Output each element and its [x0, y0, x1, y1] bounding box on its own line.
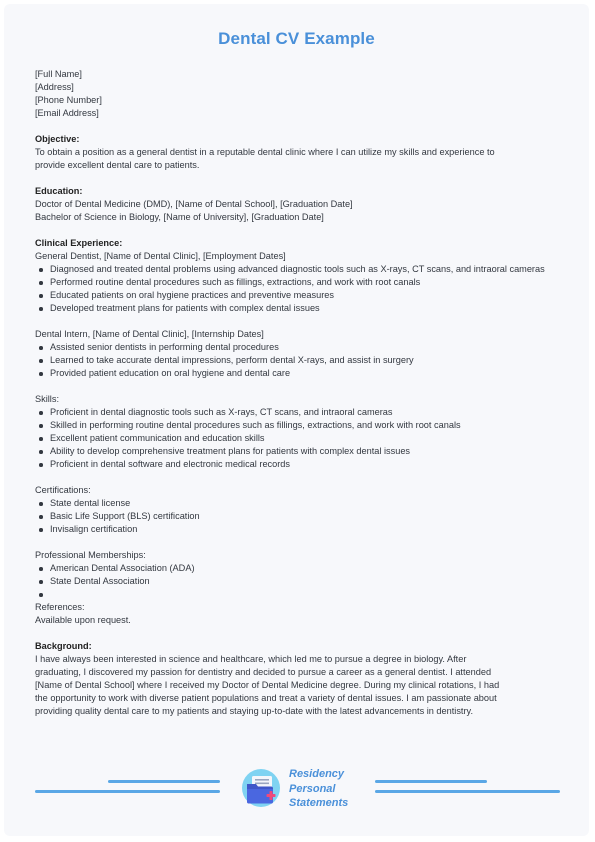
objective-line: To obtain a position as a general dentist in a reputable dental clinic where I can utilize my skills and experience to [35, 147, 495, 157]
clinical-heading: Clinical Experience: [35, 238, 123, 248]
list-item: State Dental Association [50, 575, 555, 588]
skills-bullets [35, 406, 555, 471]
list-item: Diagnosed and treated dental problems using advanced diagnostic tools such as X-rays, CT scans, and intraoral cameras [50, 263, 555, 276]
list-item: Assisted senior dentists in performing dental procedures [50, 341, 555, 354]
education-heading: Education: [35, 186, 83, 196]
list-item: Excellent patient communication and education skills [50, 432, 555, 445]
objective-section [35, 133, 555, 172]
background-section [35, 640, 555, 718]
list-item: Ability to develop comprehensive treatment plans for patients with complex dental issues [50, 445, 555, 458]
list-item: Skilled in performing routine dental procedures such as fillings, extractions, and work with root canals [50, 419, 555, 432]
list-item: State dental license [50, 497, 555, 510]
contact-block [35, 68, 555, 120]
job-title: General Dentist, [Name of Dental Clinic], [Employment Dates] [35, 251, 286, 261]
contact-name: [Full Name] [35, 69, 82, 79]
background-line: [Name of Dental School] where I received my Doctor of Dental Medicine degree. During my clinical rotations, I had [35, 680, 500, 690]
memberships-section [35, 549, 555, 601]
skills-section [35, 393, 555, 471]
list-item: Provided patient education on oral hygiene and dental care [50, 367, 555, 380]
list-item: Developed treatment plans for patients with complex dental issues [50, 302, 555, 315]
cv-page [4, 4, 589, 836]
list-item: American Dental Association (ADA) [50, 562, 555, 575]
background-line: I have always been interested in science and healthcare, which led me to pursue a degree in biology. After [35, 654, 467, 664]
list-item-empty [50, 588, 555, 601]
job-bullets [35, 263, 555, 315]
brand-line: Personal [289, 782, 336, 795]
references-heading: References: [35, 602, 85, 612]
contact-address: [Address] [35, 82, 74, 92]
footer-divider-right-lower [375, 790, 560, 793]
references-text: Available upon request. [35, 615, 131, 625]
skills-heading: Skills: [35, 394, 59, 404]
education-section [35, 185, 555, 224]
certifications-bullets [35, 497, 555, 536]
list-item: Basic Life Support (BLS) certification [50, 510, 555, 523]
memberships-bullets [35, 562, 555, 601]
list-item: Learned to take accurate dental impressions, perform dental X-rays, and assist in surgery [50, 354, 555, 367]
certifications-section [35, 484, 555, 536]
list-item: Performed routine dental procedures such as fillings, extractions, and work with root canals [50, 276, 555, 289]
brand-line: Statements [289, 797, 349, 809]
contact-phone: [Phone Number] [35, 95, 102, 105]
footer-divider-right-upper [375, 780, 487, 783]
background-line: graduating, I discovered my passion for dentistry and decided to pursue a career as a general dentist. I attended [35, 667, 492, 677]
background-line: the opportunity to work with diverse patient populations and treat a variety of dental issues. I am passionate about [35, 693, 497, 703]
background-line: providing quality dental care to my patients and staying up-to-date with the latest advancements in dentistry. [35, 706, 474, 716]
background-heading: Background: [35, 641, 92, 651]
list-item: Educated patients on oral hygiene practices and preventive measures [50, 289, 555, 302]
list-item: Proficient in dental software and electronic medical records [50, 458, 555, 471]
references-section [35, 601, 555, 627]
brand-line: Residency [289, 768, 345, 780]
list-item: Proficient in dental diagnostic tools such as X-rays, CT scans, and intraoral cameras [50, 406, 555, 419]
certifications-heading: Certifications: [35, 485, 91, 495]
folder-medical-icon [241, 768, 281, 808]
memberships-heading: Professional Memberships: [35, 550, 146, 560]
brand-logo-text [289, 767, 348, 811]
objective-heading: Objective: [35, 134, 80, 144]
education-line: Bachelor of Science in Biology, [Name of University], [Graduation Date] [35, 212, 324, 222]
contact-email: [Email Address] [35, 108, 99, 118]
objective-line: provide excellent dental care to patients. [35, 160, 200, 170]
job-bullets [35, 341, 555, 380]
cv-content [35, 68, 555, 718]
clinical-experience-section [35, 237, 555, 380]
job-title: Dental Intern, [Name of Dental Clinic], [Internship Dates] [35, 329, 264, 339]
education-line: Doctor of Dental Medicine (DMD), [Name of Dental School], [Graduation Date] [35, 199, 353, 209]
footer-divider-left-lower [35, 790, 220, 793]
list-item: Invisalign certification [50, 523, 555, 536]
page-title: Dental CV Example [218, 29, 375, 48]
footer-divider-left-upper [108, 780, 220, 783]
